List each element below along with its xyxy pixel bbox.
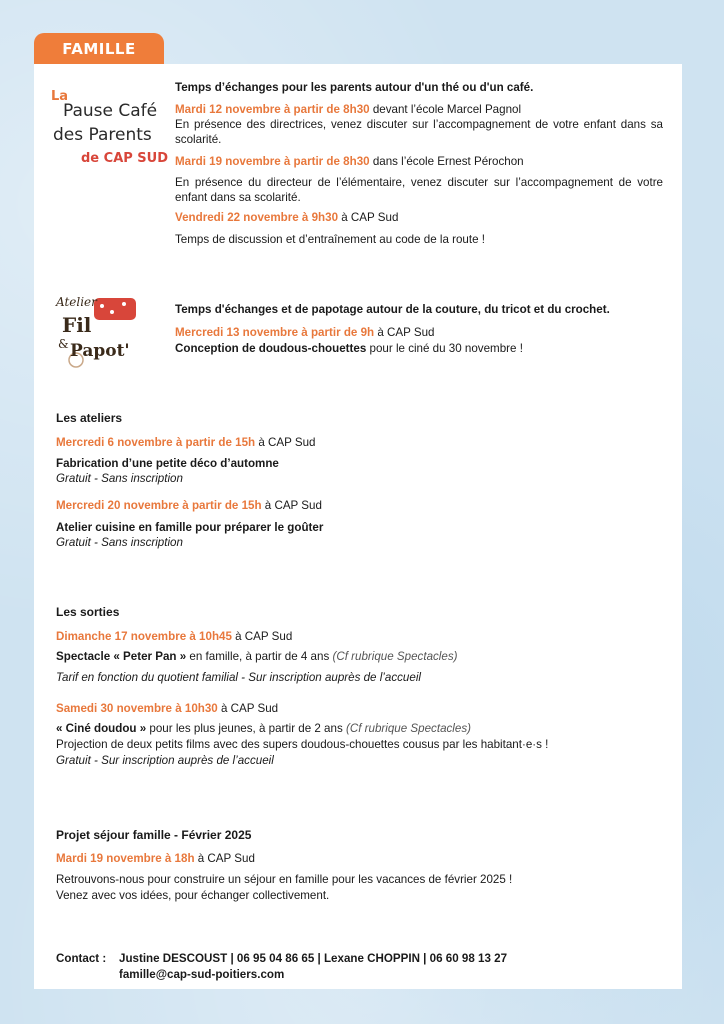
logo-fil: Fil xyxy=(62,313,92,337)
sortie-2-note: Gratuit - Sur inscription auprès de l’accueil xyxy=(56,754,274,767)
logo-atelier: Atelier xyxy=(56,295,97,309)
atelier-1-when: Mercredi 6 novembre à partir de 15h à CAP Sud xyxy=(56,436,316,449)
contact-label: Contact : xyxy=(56,952,107,965)
sortie-2-title: « Ciné doudou » pour les plus jeunes, à partir de 2 ans (Cf rubrique Spectacles) xyxy=(56,722,471,735)
sortie-1-when: Dimanche 17 novembre à 10h45 à CAP Sud xyxy=(56,630,293,643)
logo-pause-cafe: Pause Café xyxy=(63,101,158,121)
pause-cafe-event-3-desc: Temps de discussion et d’entraînement au code de la route ! xyxy=(175,233,485,246)
ateliers-heading: Les ateliers xyxy=(56,411,123,425)
contact-email[interactable]: famille@cap-sud-poitiers.com xyxy=(119,968,285,981)
sortie-1-note: Tarif en fonction du quotient familial - Sur inscription auprès de l’accueil xyxy=(56,671,421,684)
logo-cap-sud: de CAP SUD xyxy=(81,151,169,166)
sejour-line-1: Retrouvons-nous pour construire un séjour en famille pour les vacances de février 2025 ! xyxy=(56,873,513,886)
sortie-2-extra: Projection de deux petits films avec des supers doudous-chouettes cousus par les habitant·e·s ! xyxy=(56,738,549,751)
atelier-2-note: Gratuit - Sans inscription xyxy=(56,536,183,549)
logo-la: La xyxy=(51,89,69,104)
atelier-1-title: Fabrication d’une petite déco d’automne xyxy=(56,457,279,470)
pause-cafe-event-3-when: Vendredi 22 novembre à 9h30 à CAP Sud xyxy=(175,211,399,224)
contact-phones: Justine DESCOUST | 06 95 04 86 65 | Lexane CHOPPIN | 06 60 98 13 27 xyxy=(119,952,508,965)
atelier-2-when: Mercredi 20 novembre à partir de 15h à CAP Sud xyxy=(56,499,322,512)
atelier-fil-when: Mercredi 13 novembre à partir de 9h à CAP Sud xyxy=(175,326,435,339)
pause-cafe-event-1-when: Mardi 12 novembre à partir de 8h30 devant l’école Marcel Pagnol xyxy=(175,103,522,116)
page-content xyxy=(34,64,682,989)
pause-cafe-logo xyxy=(49,80,169,172)
atelier-fil-activity: Conception de doudous-chouettes pour le ciné du 30 novembre ! xyxy=(175,342,523,355)
pause-cafe-intro: Temps d’échanges pour les parents autour d'un thé ou d'un café. xyxy=(175,81,534,94)
sejour-when: Mardi 19 novembre à 18h à CAP Sud xyxy=(56,852,255,865)
sortie-2-when: Samedi 30 novembre à 10h30 à CAP Sud xyxy=(56,702,279,715)
atelier-fil-logo xyxy=(54,292,146,374)
logo-papot: Papot' xyxy=(70,341,130,361)
section-tab-famille: FAMILLE xyxy=(34,33,164,64)
sortie-1-title: Spectacle « Peter Pan » en famille, à partir de 4 ans (Cf rubrique Spectacles) xyxy=(56,650,458,663)
atelier-2-title: Atelier cuisine en famille pour préparer le goûter xyxy=(56,521,324,534)
sorties-heading: Les sorties xyxy=(56,605,120,619)
logo-and: & xyxy=(58,337,69,351)
sewing-machine-icon xyxy=(94,298,136,320)
pause-cafe-event-2-when: Mardi 19 novembre à partir de 8h30 dans l’école Ernest Pérochon xyxy=(175,155,524,168)
logo-des-parents: des Parents xyxy=(53,125,152,145)
sejour-line-2: Venez avec vos idées, pour échanger collectivement. xyxy=(56,889,330,902)
atelier-fil-intro: Temps d'échanges et de papotage autour de la couture, du tricot et du crochet. xyxy=(175,303,610,316)
atelier-1-note: Gratuit - Sans inscription xyxy=(56,472,183,485)
pause-cafe-event-2-desc: En présence du directeur de l’élémentaire, venez discuter sur l’accompagnement de votre enfant dans sa scolarité. xyxy=(175,176,663,204)
pause-cafe-event-1-desc: En présence des directrices, venez discuter sur l’accompagnement de votre enfant dans sa scolarité. xyxy=(175,118,663,146)
sejour-heading: Projet séjour famille - Février 2025 xyxy=(56,828,252,842)
